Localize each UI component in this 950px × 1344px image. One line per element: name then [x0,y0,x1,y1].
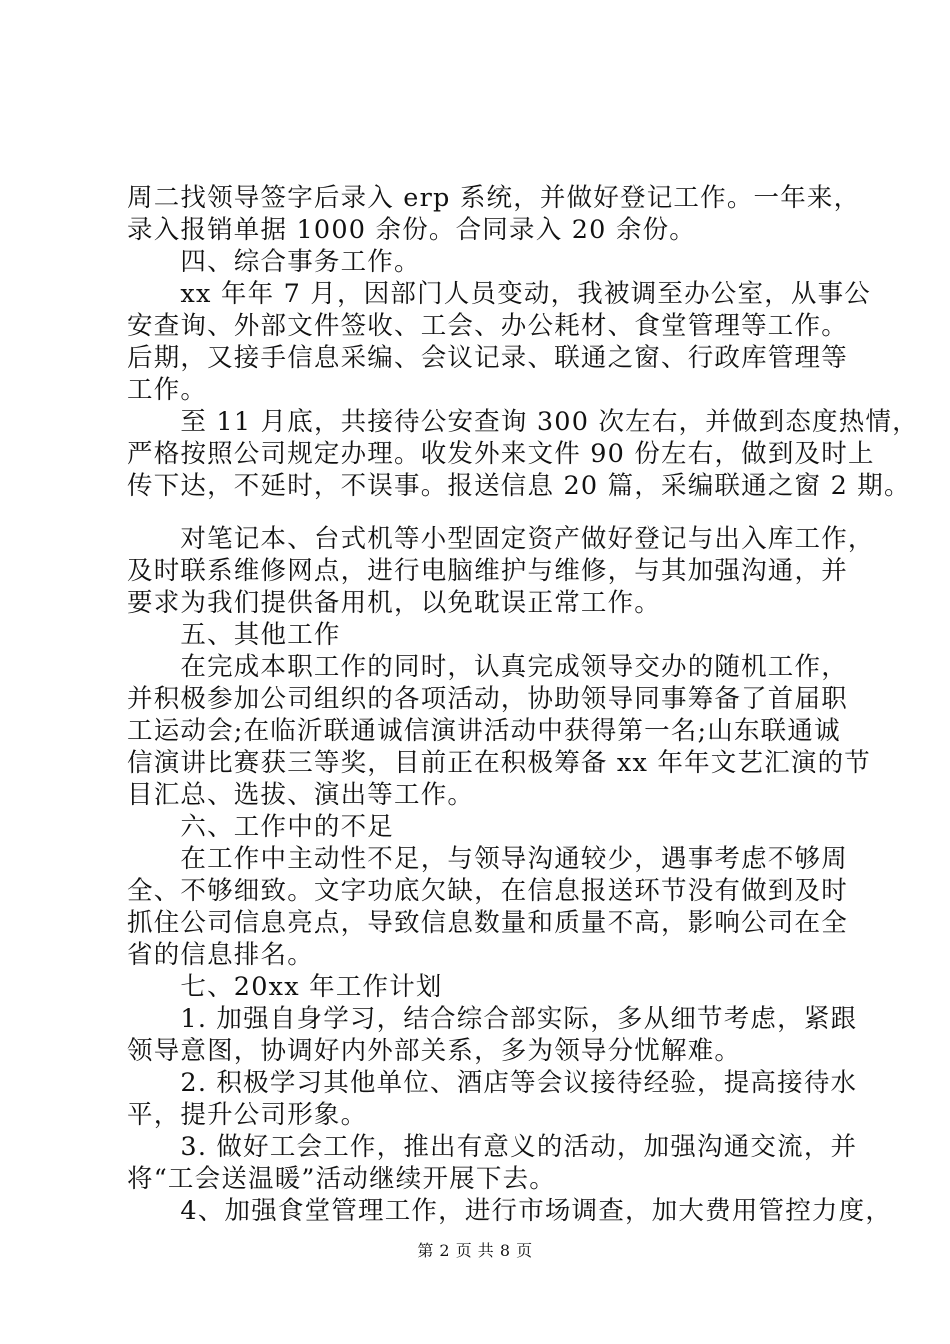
body-line: 工运动会;在临沂联通诚信演讲活动中获得第一名;山东联通诚 [127,716,841,746]
body-line: xx 年年 7 月，因部门人员变动，我被调至办公室，从事公 [127,279,872,309]
body-line: 领导意图，协调好内外部关系，多为领导分忧解难。 [127,1036,742,1066]
body-line: 至 11 月底，共接待公安查询 300 次左右，并做到态度热情， [127,407,919,437]
body-line: 将“工会送温暖”活动继续开展下去。 [127,1164,556,1194]
body-line: 4、加强食堂管理工作，进行市场调查，加大费用管控力度， [127,1196,893,1226]
body-line: 录入报销单据 1000 余份。合同录入 20 余份。 [127,215,696,245]
body-line: 在完成本职工作的同时，认真完成领导交办的随机工作， [127,652,848,682]
section-heading: 六、工作中的不足 [127,812,395,842]
body-line: 及时联系维修网点，进行电脑维护与维修，与其加强沟通，并 [127,556,848,586]
body-line: 全、不够细致。文字功底欠缺，在信息报送环节没有做到及时 [127,876,848,906]
section-heading: 五、其他工作 [127,620,341,650]
body-line: 要求为我们提供备用机，以免耽误正常工作。 [127,588,662,618]
body-line: 3. 做好工会工作，推出有意义的活动，加强沟通交流，并 [127,1132,858,1162]
body-line: 安查询、外部文件签收、工会、办公耗材、食堂管理等工作。 [127,311,848,341]
body-line: 平，提升公司形象。 [127,1100,368,1130]
body-line: 目汇总、选拔、演出等工作。 [127,780,475,810]
body-line: 严格按照公司规定办理。收发外来文件 90 份左右，做到及时上 [127,439,875,469]
body-line: 信演讲比赛获三等奖，目前正在积极筹备 xx 年年文艺汇演的节 [127,748,871,778]
body-line: 传下达，不延时，不误事。报送信息 20 篇，采编联通之窗 2 期。 [127,471,911,501]
body-line: 周二找领导签字后录入 erp 系统，并做好登记工作。一年来， [127,183,861,213]
body-line: 并积极参加公司组织的各项活动，协助领导同事筹备了首届职 [127,684,848,714]
body-line: 抓住公司信息亮点，导致信息数量和质量不高，影响公司在全 [127,908,848,938]
section-heading: 四、综合事务工作。 [127,247,421,277]
body-line: 2. 积极学习其他单位、酒店等会议接待经验，提高接待水 [127,1068,858,1098]
body-line: 后期，又接手信息采编、会议记录、联通之窗、行政库管理等 [127,343,848,373]
body-line: 对笔记本、台式机等小型固定资产做好登记与出入库工作， [127,524,875,554]
body-line: 1. 加强自身学习，结合综合部实际，多从细节考虑，紧跟 [127,1004,858,1034]
section-heading: 七、20xx 年工作计划 [127,972,443,1002]
body-line: 在工作中主动性不足，与领导沟通较少，遇事考虑不够周 [127,844,848,874]
body-line: 省的信息排名。 [127,940,314,970]
body-line: 工作。 [127,375,208,405]
page-number-footer: 第 2 页 共 8 页 [417,1241,533,1260]
